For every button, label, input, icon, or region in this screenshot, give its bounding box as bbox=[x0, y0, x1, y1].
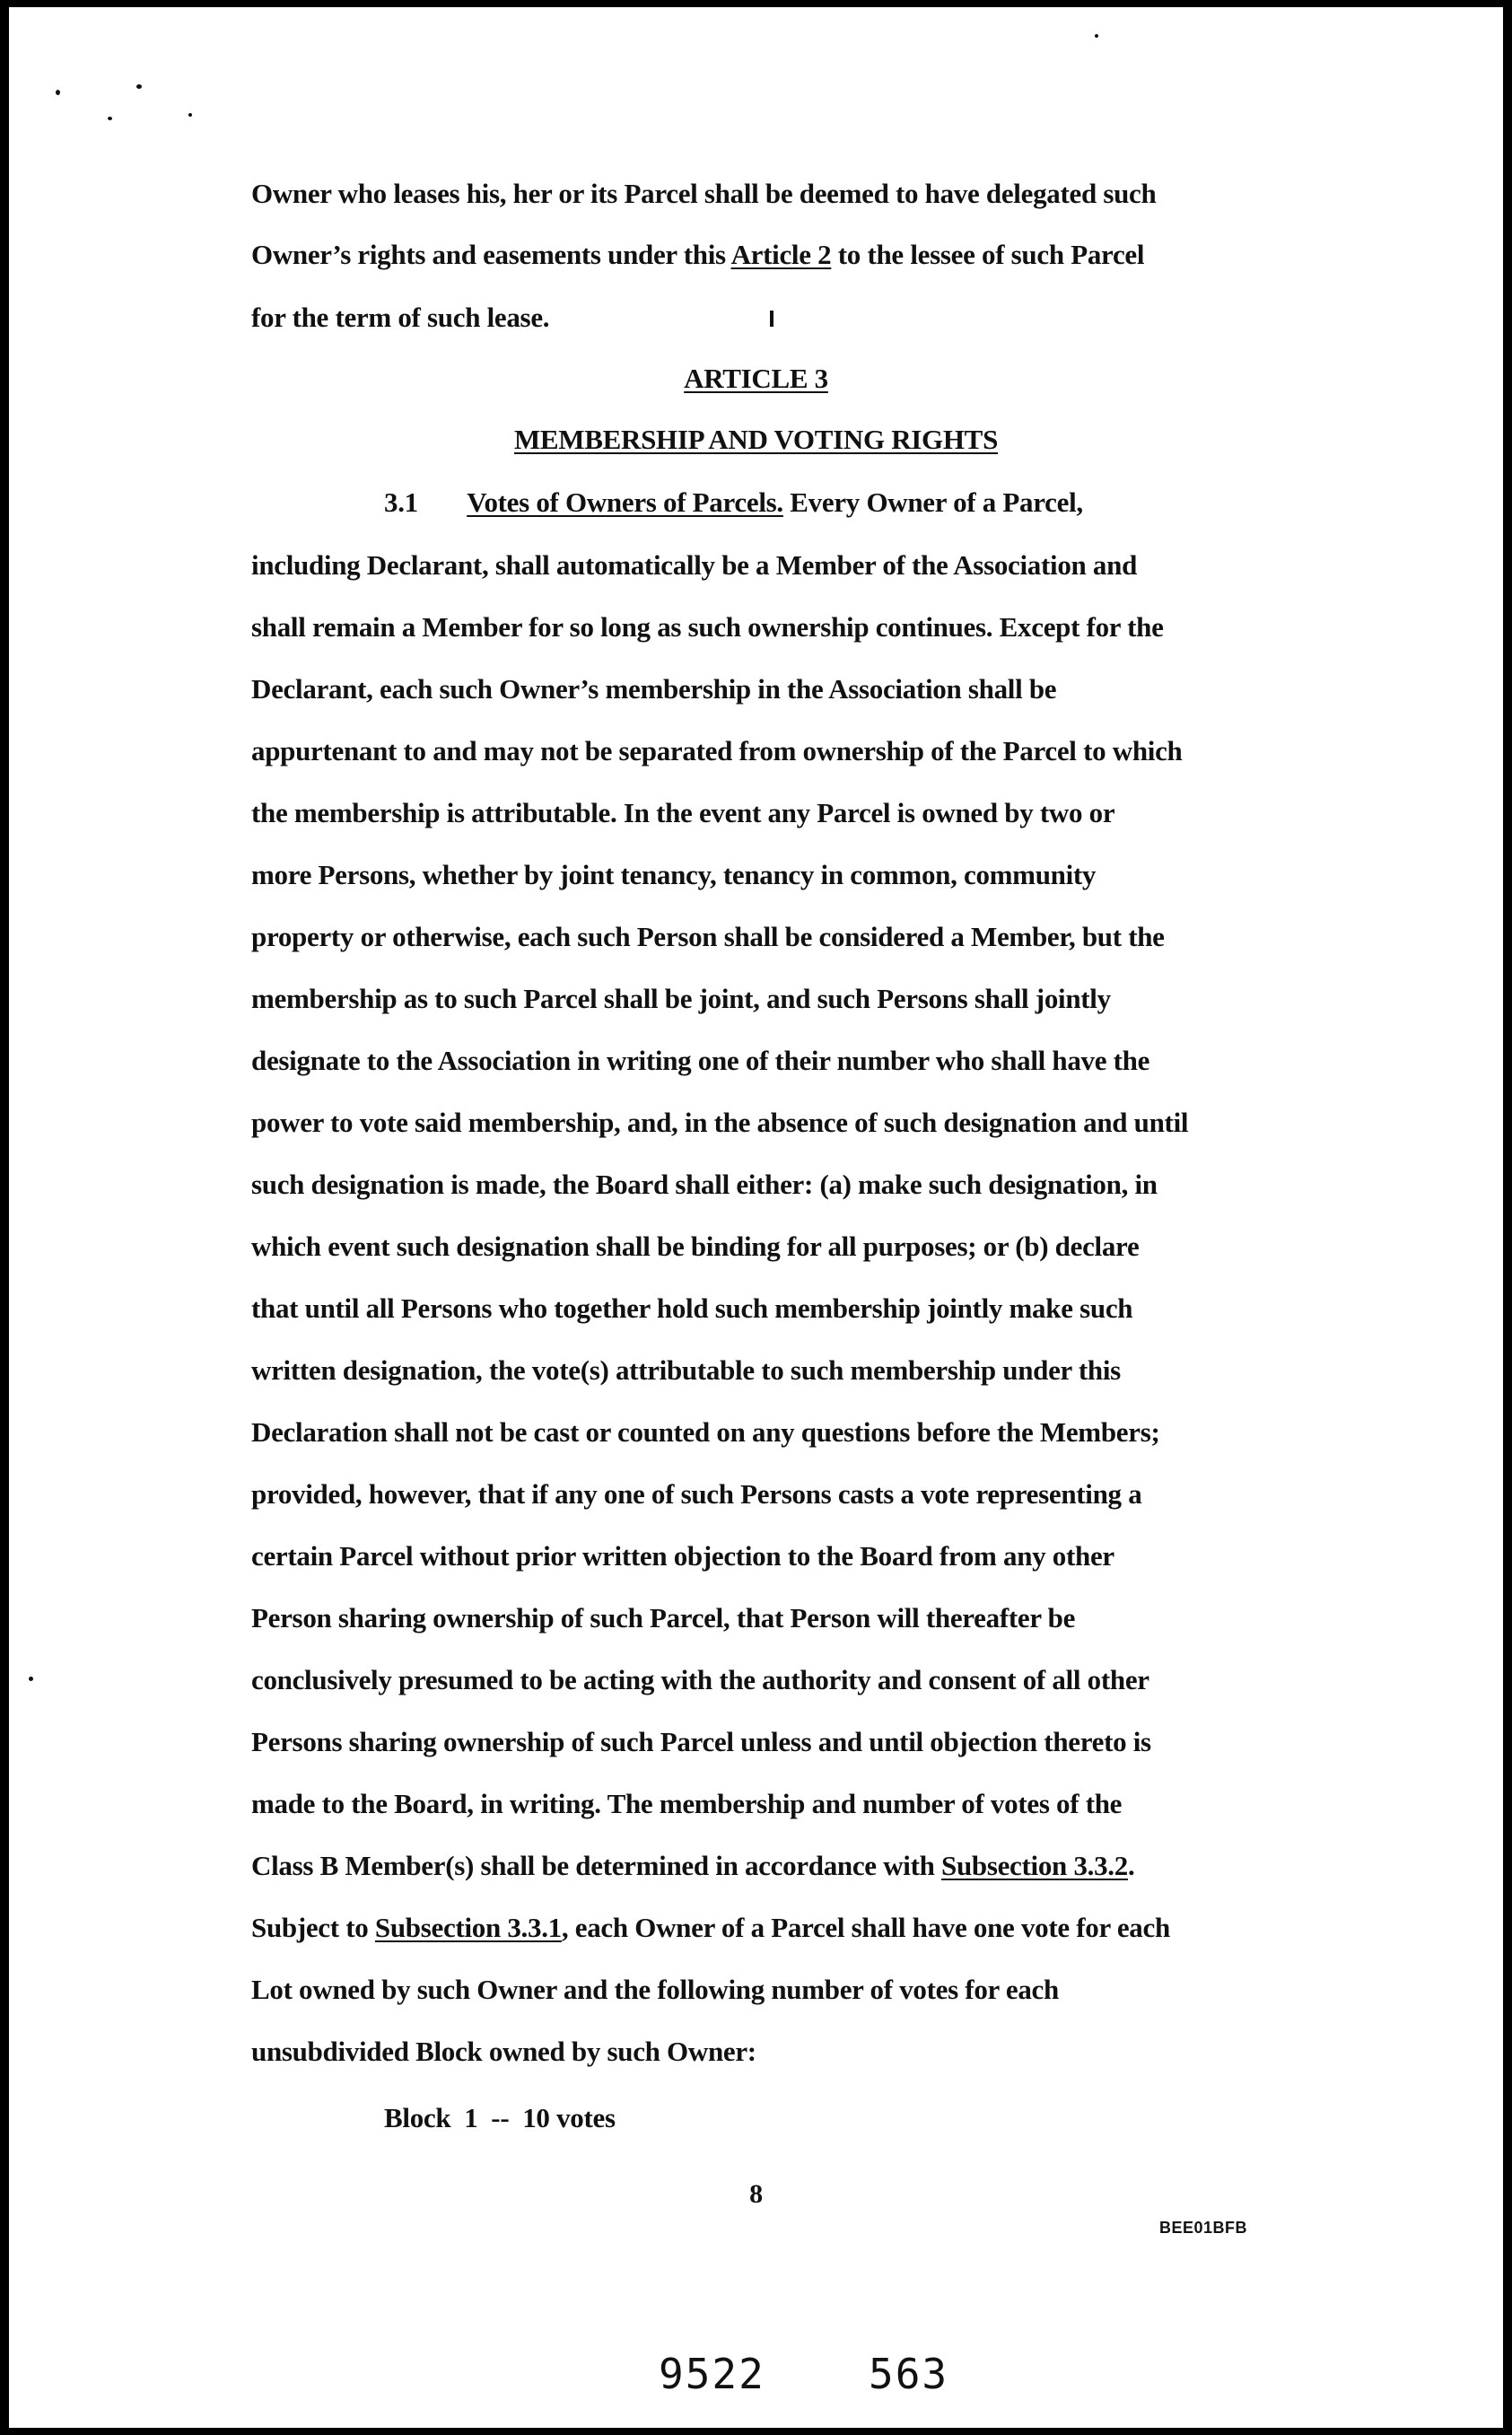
section-first-line-rest: Every Owner of a Parcel, bbox=[790, 486, 1083, 518]
class-b-period: . bbox=[1127, 1850, 1135, 1881]
stray-mark bbox=[770, 311, 773, 327]
body-line: that until all Persons who together hold such membership jointly make such bbox=[251, 1292, 1133, 1324]
body-line: including Declarant, shall automatically be a Member of the Association and bbox=[251, 549, 1138, 581]
class-b-text: Class B Member(s) shall be determined in accordance with bbox=[251, 1850, 935, 1881]
body-line: power to vote said membership, and, in the absence of such designation and until bbox=[251, 1107, 1189, 1138]
article-2-reference: Article 2 bbox=[730, 239, 832, 270]
body-line: conclusively presumed to be acting with the authority and consent of all other bbox=[251, 1664, 1149, 1695]
body-line: more Persons, whether by joint tenancy, tenancy in common, community bbox=[251, 859, 1097, 890]
intro-line-1: Owner who leases his, her or its Parcel shall be deemed to have delegated such bbox=[251, 178, 1157, 209]
body-line: appurtenant to and may not be separated from ownership of the Parcel to which bbox=[251, 735, 1183, 766]
body-line: Declaration shall not be cast or counted on any questions before the Members; bbox=[251, 1416, 1160, 1448]
subsection-3-3-2-reference: Subsection 3.3.2 bbox=[941, 1850, 1128, 1881]
article-subheading bbox=[9, 424, 1503, 456]
section-number: 3.1 bbox=[384, 486, 418, 518]
body-line: shall remain a Member for so long as such ownership continues. Except for the bbox=[251, 611, 1164, 643]
scan-speck bbox=[56, 90, 60, 95]
body-line: Persons sharing ownership of such Parcel unless and until objection thereto is bbox=[251, 1726, 1151, 1757]
scan-speck bbox=[29, 1677, 33, 1681]
subject-rest: , each Owner of a Parcel shall have one vote for each bbox=[561, 1912, 1170, 1943]
body-line: which event such designation shall be binding for all purposes; or (b) declare bbox=[251, 1231, 1140, 1262]
document-page bbox=[9, 7, 1503, 2428]
intro-line-2-text: Owner’s rights and easements under this bbox=[251, 239, 726, 270]
body-line: such designation is made, the Board shall either: (a) make such designation, in bbox=[251, 1169, 1158, 1200]
body-line: Declarant, each such Owner’s membership in the Association shall be bbox=[251, 673, 1057, 705]
stamp-number-left: 9522 bbox=[659, 2350, 765, 2398]
scan-speck bbox=[108, 117, 112, 120]
subject-text: Subject to bbox=[251, 1912, 369, 1943]
intro-line-2-rest: to the lessee of such Parcel bbox=[837, 239, 1145, 270]
stamp-number-right: 563 bbox=[869, 2350, 949, 2398]
subject-line bbox=[251, 1912, 1170, 1944]
body-line: made to the Board, in writing. The membership and number of votes of the bbox=[251, 1788, 1123, 1819]
body-line: property or otherwise, each such Person shall be considered a Member, but the bbox=[251, 921, 1165, 952]
closing-line: Lot owned by such Owner and the following number of votes for each bbox=[251, 1974, 1059, 2005]
intro-line-3: for the term of such lease. bbox=[251, 302, 550, 333]
scan-speck bbox=[1095, 34, 1098, 38]
scan-speck bbox=[136, 84, 142, 89]
section-heading-line bbox=[384, 486, 1083, 519]
body-line: membership as to such Parcel shall be joint, and such Persons shall jointly bbox=[251, 983, 1111, 1014]
article-heading-text: ARTICLE 3 bbox=[684, 363, 828, 394]
article-subheading-text: MEMBERSHIP AND VOTING RIGHTS bbox=[513, 424, 999, 455]
document-id: BEE01BFB bbox=[1159, 2219, 1248, 2237]
body-line: designate to the Association in writing one of their number who shall have the bbox=[251, 1045, 1150, 1076]
page-number: 8 bbox=[749, 2179, 763, 2209]
body-line: written designation, the vote(s) attributable to such membership under this bbox=[251, 1354, 1121, 1386]
closing-line: unsubdivided Block owned by such Owner: bbox=[251, 2036, 756, 2067]
scan-speck bbox=[188, 113, 192, 117]
intro-line-2 bbox=[251, 239, 1144, 271]
body-line: provided, however, that if any one of such Persons casts a vote representing a bbox=[251, 1478, 1142, 1510]
block-votes-line: Block 1 -- 10 votes bbox=[384, 2102, 616, 2133]
subsection-3-3-1-reference: Subsection 3.3.1 bbox=[374, 1912, 562, 1943]
body-line: the membership is attributable. In the event any Parcel is owned by two or bbox=[251, 797, 1115, 828]
body-line: Person sharing ownership of such Parcel, that Person will thereafter be bbox=[251, 1602, 1076, 1634]
body-line: certain Parcel without prior written objection to the Board from any other bbox=[251, 1540, 1114, 1572]
class-b-line bbox=[251, 1850, 1134, 1882]
section-title: Votes of Owners of Parcels. bbox=[467, 486, 783, 518]
article-heading bbox=[9, 363, 1503, 395]
